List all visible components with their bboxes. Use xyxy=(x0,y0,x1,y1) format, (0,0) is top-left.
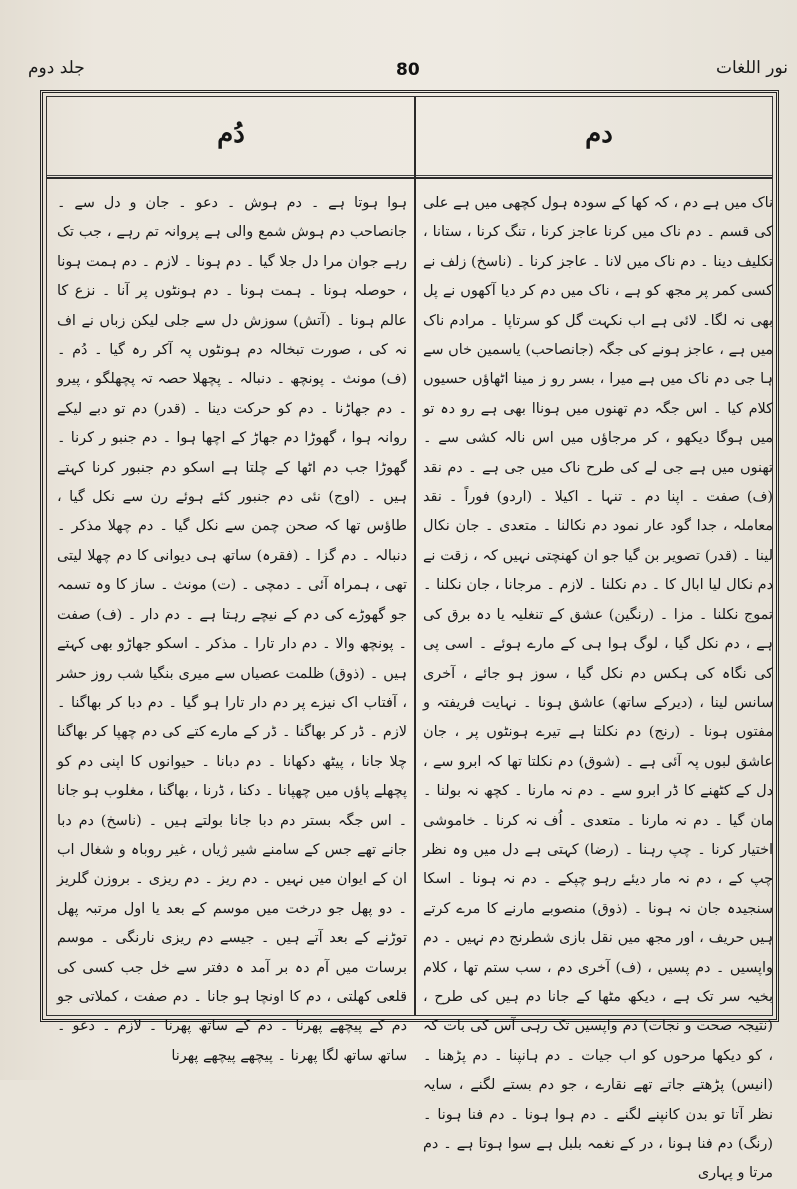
column-divider xyxy=(414,97,416,1015)
page-number: 80 xyxy=(396,60,420,80)
right-column-paragraph: ناک میں ہے دم ، کہ کھا کے سودہ ہول کچھی میں ہے علی کی قسم ۔ دم ناک میں کرنا عاجز کرنا ، تنگ کرنا ، ستانا ، تکلیف دینا ۔ دم ناک میں لانا ۔ عاجز کرنا ۔ (ناسخ) زلف نے کسی کمر پر مجھ کو ہے ، ناک میں دم کر دیا آکھوں نے پل بھی نہ لگا۔ لائی ہے اب نکہت گل کو سرتاپا ۔ مرادم ناک میں ہے ، عاجز ہونے کی جگہ (جانصاحب) یاسمین خاں سے ہا جی دم ناک میں ہے میرا ، بسر رو ز مینا اٹھاؤں حسیوں کلام کیا ۔ اس جگہ دم تھنوں میں ہوناا بھی ہے رو دہ تو میں ہوگا دیکھو ، کر مرجاؤں میں اس نالہ کشی سے ۔ تھنوں میں ہے جی لے کی طرح ناک میں جی ہے ۔ دم نقد (ف) صفت ۔ اپنا دم ۔ تنہا ۔ اکیلا ۔ (اردو) فوراً ۔ نقد معاملہ ، جدا گود عار نمود دم نکالنا ۔ متعدی ۔ جان نکال لینا ۔ (قدر) تصویر بن گیا جو ان کھنچتی نہیں کہ ، زقت نے دم نکال لیا ابال کا ۔ دم نکلنا ۔ لازم ۔ مرجانا ، جان نکلنا ۔ تموج نکلنا ۔ مزا ۔ (رنگین) عشق کے تنغلیہ یا دہ برق کی ہے ، دم نکل گیا ، لوگ ہوا ہی کے مارے ہوئے ۔ اسی پی کی نگاہ کی ہکس دم نکل گیا ، سوز ہو جائے ، آخری سانس لینا ، (دیرکے ساتھ) عاشق ہونا ۔ نہایت فریفتہ و مفتوں ہونا ۔ (رنج) دم نکلتا ہے تیرے ہونٹوں پر ، جان عاشق لبوں پہ آئی ہے ۔ (شوق) دم نکلتا تھا کہ ابرو سے ، دل کے کٹھنے کا ڈر ابرو سے ۔ دم نہ مارنا ۔ کچھ نہ بولنا ۔ مان گیا ۔ دم نہ مارنا ۔ متعدی ۔ اُف نہ کرنا ۔ خاموشی اختیار کرنا ۔ چپ رہنا ۔ (رضا) کہتی ہے دل میں وہ نظر چپ کے ، دم نہ مار دیئے رہو چپکے ۔ دم نہ ہونا ۔ اسکا سنجیدہ جان نہ ہونا ۔ (ذوق) منصوبے مارنے کا مرے کرتے ہیں حریف ، اور مجھ میں نقل بازی شطرنج دم نہیں ۔ دم واپسیں ۔ دم پسیں ، (ف) آخری دم ، سب ستم تھا ، کلام بخیہ سر تک ہے ، دیکھ مٹھا کے جانا دم ہیں کی طرح ، (نتیجہ صحت و نجات) دم واپسیں تک رہی آس کی بات کہ ، کو دیکھا مرحوں کو اب جیات ۔ دم ہانپنا ۔ دم پڑھنا ۔ (انیس) پڑھتے جاتے تھے نقارے ، جو دم بستے لگنے ، سایہ نظر آتا تو بدن کانپنے لگنے ۔ دم ہوا ہونا ۔ دم فنا ہونا ۔ (رنگ) دم فنا ہونا ، در کے نغمہ بلبل ہے سوا ہوتا ہے ۔ دم مرتا و پہاری xyxy=(423,195,773,1182)
right-column-text xyxy=(423,189,773,1182)
left-column-text xyxy=(57,189,407,1064)
page-frame xyxy=(40,90,779,1182)
left-column-title: دُم xyxy=(217,119,245,149)
right-column-title: دم xyxy=(585,119,613,149)
book-title: نور اللغات xyxy=(715,58,788,78)
left-column-paragraph: ہوا ہوتا ہے ۔ دم ہوش ۔ دعو ۔ جان و دل سے ۔ جانصاحب دم ہوش شمع والی ہے پروانہ تم رہے ، جب تک رہے جوان مرا دل جلا گیا ۔ دم ہونا ۔ لازم ۔ دم ہمت ہونا ، حوصلہ ہونا ۔ ہمت ہونا ۔ دم ہونٹوں پر آنا ۔ نزع کا عالم ہونا ۔ (آتش) سوزش دل سے جلی لیکن زباں نے اف نہ کی ، صورت تبخالہ دم ہونٹوں پہ آکر رہ گیا ۔ دُم ۔ (ف) مونث ۔ پونچھ ۔ دنبالہ ۔ پچھلا حصہ تہ پچھلگو ، پیرو ۔ دم جھاڑنا ۔ دم کو حرکت دینا ۔ (قدر) دم تو دبے لیکے روانہ ہوا ، گھوڑا دم جھاڑ کے اچھا ہوا ۔ دم جنبو ر کرنا ۔ گھوڑا جب دم اٹھا کے چلتا ہے اسکو دم جنبور کرنا کہتے ہیں ۔ (اوج) نئی دم جنبور کئے ہوئے رن سے نکل گیا ، طاؤس تھا کہ صحن چمن سے نکل گیا ۔ دم چھلا مذکر ۔ دنبالہ ۔ دم گزا ۔ (فقرہ) ساتھ ہی دیوانی کا دم چھلا لیتی تھی ، ہمراہ آئی ۔ دمچی ۔ (ت) مونث ۔ ساز کا وہ تسمہ جو گھوڑے کی دم کے نیچے رہتا ہے ۔ دم دار ۔ (ف) صفت ۔ پونچھ والا ۔ دم دار تارا ۔ مذکر ۔ اسکو جھاڑو بھی کہتے ہیں ۔ (ذوق) ظلمت عصیاں سے میری بنگیا شب روز حشر ، آفتاب اک نیزے پر دم دار تارا ہو گیا ۔ دم دبا کر بھاگنا ۔ لازم ۔ ڈر کر بھاگنا ۔ ڈر کے مارے کتے کی دم چھپا کر بھاگنا چلا جانا ، پیٹھ دکھانا ۔ دم دبانا ۔ حیوانوں کا اپنی دم کو پچھلے پاؤں میں چھپانا ۔ دکنا ، ڈرنا ، بھاگنا ، مغلوب ہو جانا ۔ اس جگہ بستر دم دبا جانا بولتے ہیں ۔ (ناسخ) دم دبا جانے تھے جس کے سامنے شیر ژیاں ، غیر روباہ و شغال اب ان کے ایوان میں نہیں ۔ دم ریز ۔ دم ریزی ۔ بروزن گلریز ۔ دو پھل جو درخت میں موسم کے بعد یا اول مرتبہ پھل توڑنے کے بعد آتے ہیں ۔ جیسے دم ریزی نارنگی ۔ موسم برسات میں آم دہ بر آمد ہ دفتر سے خل جب کسی کی قلعی کھلتی ، دم کا اونچا ہو جانا ۔ دم صفت ، کملاتی جو دم کے پیچھے پھرنا ۔ دم کے ساتھ پھرنا ۔ لازم ۔ دعو ۔ ساتھ ساتھ لگا پھرنا ۔ پیچھے پیچھے پھرنا xyxy=(57,195,407,1064)
frame-inner-border xyxy=(46,96,773,1182)
heading-rule xyxy=(47,175,772,176)
page-header xyxy=(28,58,788,88)
volume-label: جلد دوم xyxy=(28,58,85,78)
